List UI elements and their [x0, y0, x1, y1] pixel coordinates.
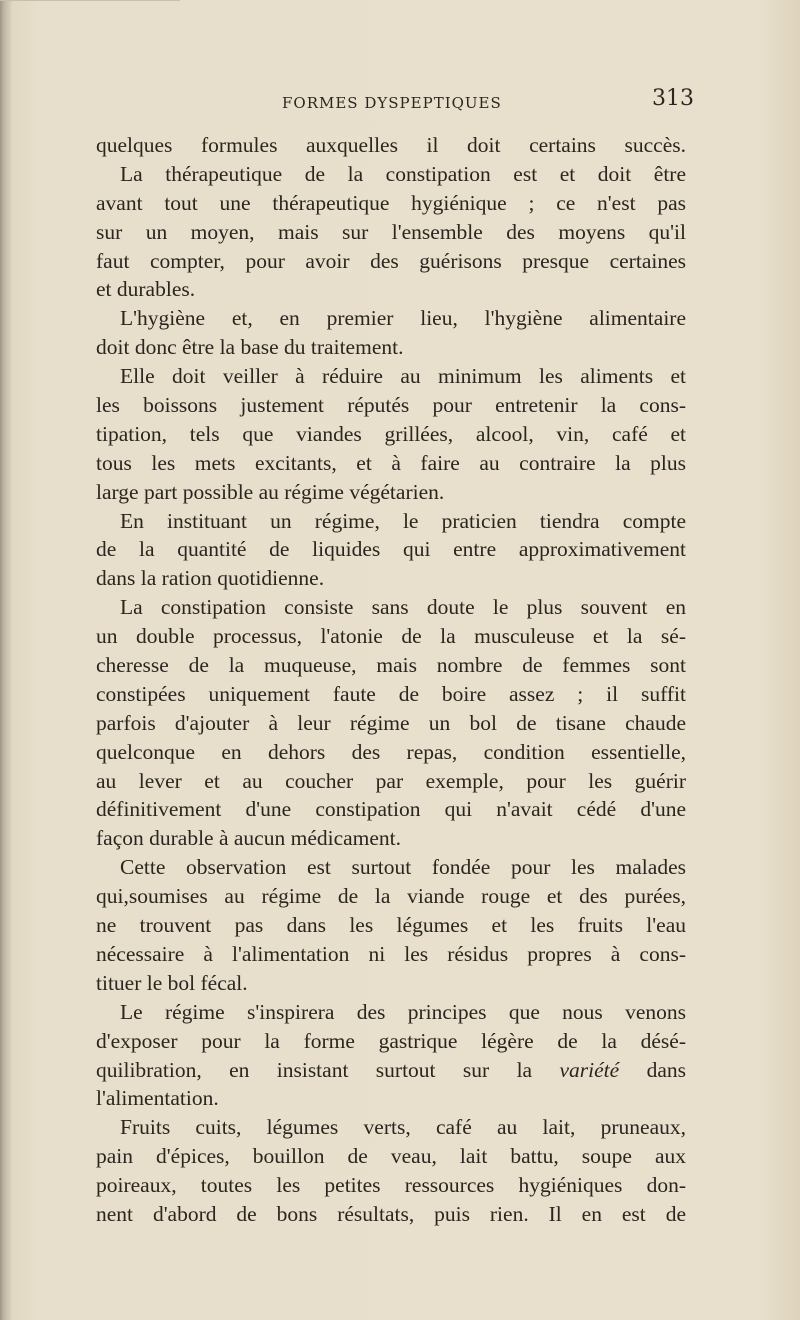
book-spine-shadow — [0, 0, 12, 1320]
text-line: Le régime s'inspirera des principes que nous venons — [120, 999, 686, 1024]
text-line: nécessaire à l'alimentation ni les résidus propres à cons- — [96, 941, 686, 966]
text-fragment: quilibration, en insistant surtout sur la — [96, 1057, 560, 1082]
text-line: et durables. — [96, 277, 196, 302]
text-line: nent d'abord de bons résultats, puis rien. Il en est de — [96, 1201, 686, 1226]
page-edge — [0, 0, 180, 61]
page-number: 313 — [652, 86, 694, 111]
text-line: large part possible au régime végétarien. — [96, 479, 445, 504]
text-line: pain d'épices, bouillon de veau, lait battu, soupe aux — [96, 1144, 686, 1169]
page-header — [96, 86, 698, 120]
text-line: Elle doit veiller à réduire au minimum les aliments et — [120, 364, 686, 389]
text-line: Cette observation est surtout fondée pour les malades — [120, 855, 686, 880]
text-line: La thérapeutique de la constipation est et doit être — [120, 161, 686, 186]
text-line: tous les mets excitants, et à faire au contraire la plus — [96, 450, 686, 475]
text-line: d'exposer pour la forme gastrique légère de la désé- — [96, 1028, 686, 1053]
text-line: dans la ration quotidienne. — [96, 566, 325, 591]
running-title: FORMES DYSPEPTIQUES — [282, 94, 502, 112]
text-line: façon durable à aucun médicament. — [96, 826, 402, 851]
text-line: parfois d'ajouter à leur régime un bol de tisane chaude — [96, 710, 686, 735]
body-text — [96, 131, 686, 1229]
text-line: l'alimentation. — [96, 1086, 219, 1111]
text-line: poireaux, toutes les petites ressources hygiéniques don- — [96, 1173, 686, 1198]
text-line: La constipation consiste sans doute le plus souvent en — [120, 595, 686, 620]
emphasis-variete: variété — [559, 1057, 620, 1082]
text-line: avant tout une thérapeutique hygiénique ; ce n'est pas — [96, 190, 686, 215]
text-line: tipation, tels que viandes grillées, alcool, vin, café et — [96, 421, 686, 446]
text-line: quelconque en dehors des repas, condition essentielle, — [96, 739, 686, 764]
text-line: L'hygiène et, en premier lieu, l'hygiène alimentaire — [120, 306, 686, 331]
text-line: les boissons justement réputés pour entretenir la cons- — [96, 393, 686, 418]
text-line-with-emphasis — [96, 1056, 686, 1085]
text-line: qui,soumises au régime de la viande rouge et des purées, — [96, 884, 686, 909]
text-line: Fruits cuits, légumes verts, café au lait, pruneaux, — [120, 1115, 686, 1140]
text-line: En instituant un régime, le praticien tiendra compte — [120, 508, 686, 533]
text-line: sur un moyen, mais sur l'ensemble des moyens qu'il — [96, 219, 686, 244]
text-fragment: dans — [619, 1057, 686, 1082]
text-line: au lever et au coucher par exemple, pour les guérir — [96, 768, 686, 793]
text-line: quelques formules auxquelles il doit certains succès. — [96, 133, 686, 157]
text-line: ne trouvent pas dans les légumes et les fruits l'eau — [96, 913, 686, 938]
text-line: doit donc être la base du traitement. — [96, 335, 404, 360]
text-line: un double processus, l'atonie de la musculeuse et la sé- — [96, 624, 686, 649]
text-line: faut compter, pour avoir des guérisons presque certaines — [96, 248, 686, 273]
text-line: tituer le bol fécal. — [96, 970, 248, 995]
text-line: de la quantité de liquides qui entre approximativement — [96, 537, 686, 562]
text-line: cheresse de la muqueuse, mais nombre de femmes sont — [96, 653, 686, 678]
text-line: constipées uniquement faute de boire assez ; il suffit — [96, 681, 686, 706]
text-line: définitivement d'une constipation qui n'avait cédé d'une — [96, 797, 686, 822]
